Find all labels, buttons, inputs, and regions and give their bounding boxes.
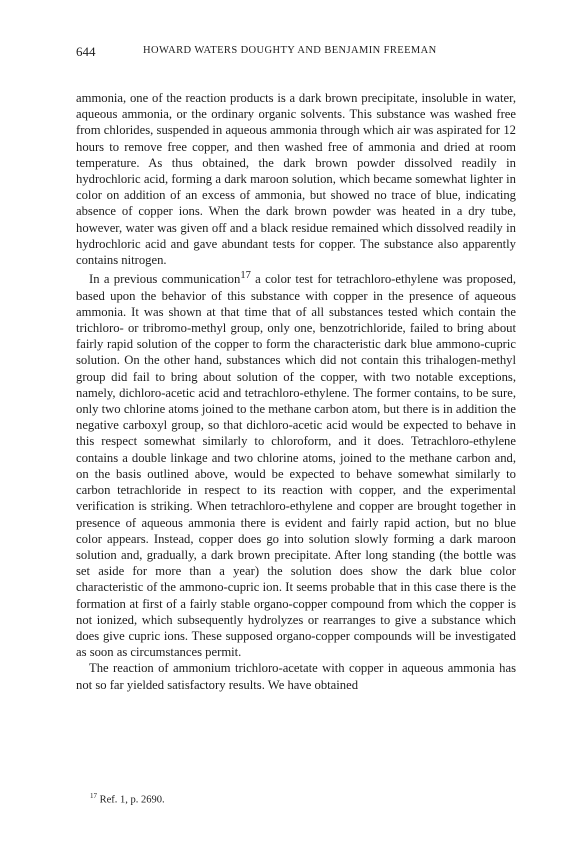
paragraph-2-text-end: a color test for tetrachloro-ethylene was proposed, based upon the behavior of this substance with copper in the presence of aqueous ammonia. It was shown at that time that of all substances tested which contain the trichloro- or tribromo-methyl group, only one, benzotrichloride, failed to bring about fairly rapid solution of the copper to form the characteristic dark blue ammono-cupric solution. On the other hand, substances which did not contain this trihalogen-methyl group did fail to bring about solution of the copper, with two notable exceptions, namely, dichloro-acetic acid and tetrachloro-ethylene. The former contains, to be sure, only two chlorine atoms joined to the methane carbon atom, but there is in addition the negative carboxyl group, so that dichloro-acetic acid would be expected to behave in this respect somewhat similarly to chloroform, and it does. Tetrachloro-ethylene contains a double linkage and two chlorine atoms, joined to the methane carbon and, on the basis outlined above, would be expected to behave somewhat similarly to carbon tetrachloride in respect to its reaction with copper, and the experimental verification is striking. When tetrachloro-ethylene and copper are brought together in presence of aqueous ammonia there is evident and fairly rapid action, but no blue color appears. Instead, copper does go into solution slowly forming a dark maroon solution and, gradually, a dark brown precipitate. After long standing (the bottle was set aside for more than a year) the solution does show the dark blue color characteristic of the ammono-cupric ion. It seems probable that in this case there is the formation at first of a fairly stable organo-copper compound from which the copper is not ionized, which subsequently hydrolyzes or rearranges to give a substance which does give cupric ions. These supposed organo-copper compounds will be investigated as soon as circumstances permit. bbox=[76, 272, 516, 660]
paragraph-1-text: ammonia, one of the reaction products is a dark brown precipitate, insoluble in water, aqueous ammonia, or the ordinary organic solvents. This substance was washed free from chlorides, suspended in aqueous ammonia through which air was aspirated for 12 hours to remove free copper, and then washed free of ammonia and dried at room temperature. As thus obtained, the dark brown powder dissolved readily in hydrochloric acid, forming a dark maroon solution, which became somewhat lighter in color on addition of an excess of ammonia, but showed no trace of blue, indicating absence of copper ions. When the dark brown powder was heated in a dry tube, however, water was given off and a black residue remained which dissolved readily in hydrochloric acid and gave abundant tests for copper. The substance also apparently contains nitrogen. bbox=[76, 91, 516, 268]
footnote bbox=[90, 792, 165, 806]
paragraph-3-text: The reaction of ammonium trichloro-acetate with copper in aqueous ammonia has not so far yielded satisfactory results. We have obtained bbox=[76, 661, 516, 692]
footnote-reference: 17 bbox=[240, 270, 251, 282]
paragraph-1 bbox=[76, 90, 516, 268]
footnote-text: Ref. 1, p. 2690. bbox=[97, 794, 165, 806]
paragraph-3 bbox=[76, 660, 516, 692]
page-number: 644 bbox=[76, 44, 96, 59]
body-text bbox=[76, 90, 516, 693]
paragraph-2-text-start: In a previous communication bbox=[89, 272, 241, 287]
paragraph-2 bbox=[76, 268, 516, 660]
footnote-marker: 17 bbox=[90, 792, 97, 800]
header-authors: HOWARD WATERS DOUGHTY AND BENJAMIN FREEMAN bbox=[143, 45, 437, 56]
running-head bbox=[76, 44, 516, 60]
